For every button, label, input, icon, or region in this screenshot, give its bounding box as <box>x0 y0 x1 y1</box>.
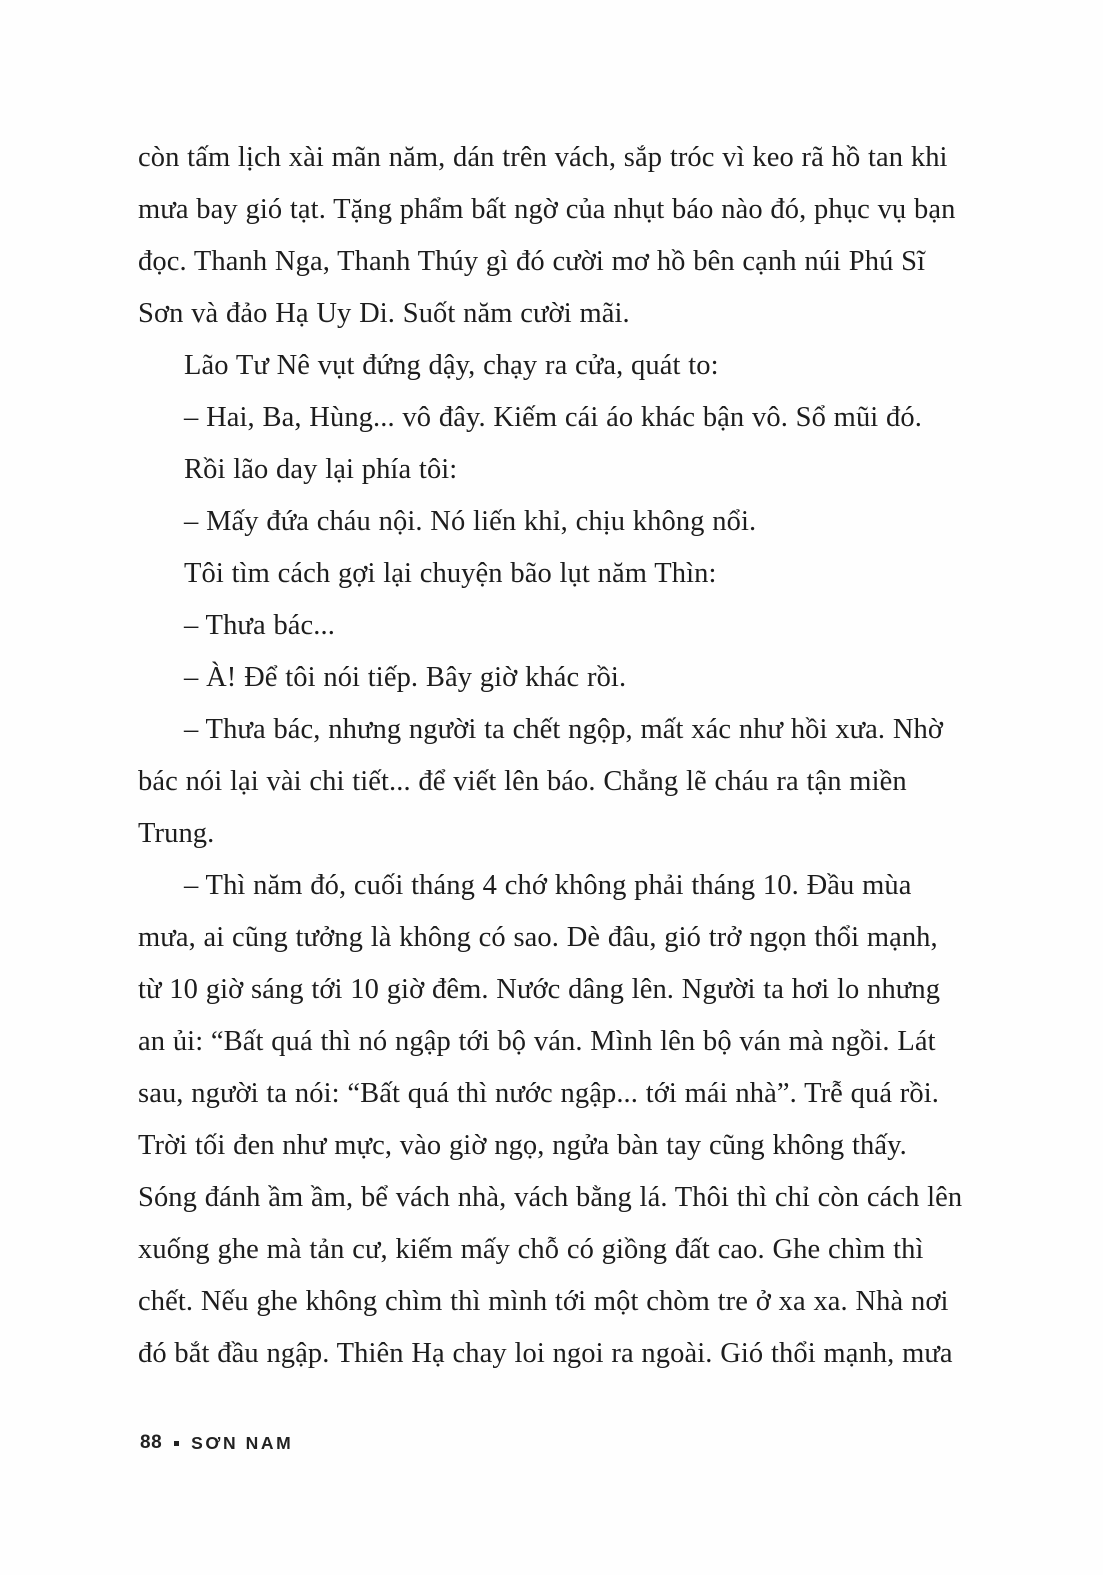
paragraph: – Thưa bác, nhưng người ta chết ngộp, mất xác như hồi xưa. Nhờ bác nói lại vài chi tiết... để viết lên báo. Chẳng lẽ cháu ra tận miền Trung. <box>138 714 944 849</box>
page-footer <box>140 1432 293 1454</box>
paragraph: – Mấy đứa cháu nội. Nó liến khỉ, chịu không nổi. <box>184 506 757 537</box>
paragraph: – À! Để tôi nói tiếp. Bây giờ khác rồi. <box>184 662 627 693</box>
paragraph: – Thì năm đó, cuối tháng 4 chớ không phải tháng 10. Đầu mùa mưa, ai cũng tưởng là không có sao. Dè đâu, gió trở ngọn thổi mạnh, từ 10 giờ sáng tới 10 giờ đêm. Nước dâng lên. Người ta hơi lo nhưng an ủi: “Bất quá thì nó ngập tới bộ ván. Mình lên bộ ván mà ngồi. Lát sau, người ta nói: “Bất quá thì nước ngập... tới mái nhà”. Trễ quá rồi. Trời tối đen như mực, vào giờ ngọ, ngửa bàn tay cũng không thấy. Sóng đánh ầm ầm, bể vách nhà, vách bằng lá. Thôi thì chỉ còn cách lên xuống ghe mà tản cư, kiếm mấy chỗ có giồng đất cao. Ghe chìm thì chết. Nếu ghe không chìm thì mình tới một chòm tre ở xa xa. Nhà nơi đó bắt đầu ngập. Thiên Hạ chay loi ngoi ra ngoài. Gió thổi mạnh, mưa <box>138 870 963 1369</box>
paragraph: Rồi lão day lại phía tôi: <box>184 454 458 485</box>
page-body-text <box>138 132 966 1380</box>
paragraph: – Thưa bác... <box>184 610 335 641</box>
paragraph: Tôi tìm cách gợi lại chuyện bão lụt năm Thìn: <box>184 558 717 589</box>
footer-separator-icon <box>174 1441 179 1446</box>
paragraph: còn tấm lịch xài mãn năm, dán trên vách, sắp tróc vì keo rã hồ tan khi mưa bay gió tạt. Tặng phẩm bất ngờ của nhụt báo nào đó, phục vụ bạn đọc. Thanh Nga, Thanh Thúy gì đó cười mơ hồ bên cạnh núi Phú Sĩ Sơn và đảo Hạ Uy Di. Suốt năm cười mãi. <box>138 142 956 329</box>
author-name: SƠN NAM <box>191 1432 294 1453</box>
paragraph: Lão Tư Nê vụt đứng dậy, chạy ra cửa, quát to: <box>184 350 719 381</box>
paragraph: – Hai, Ba, Hùng... vô đây. Kiếm cái áo khác bận vô. Sổ mũi đó. <box>184 402 922 433</box>
page-number: 88 <box>140 1432 163 1453</box>
